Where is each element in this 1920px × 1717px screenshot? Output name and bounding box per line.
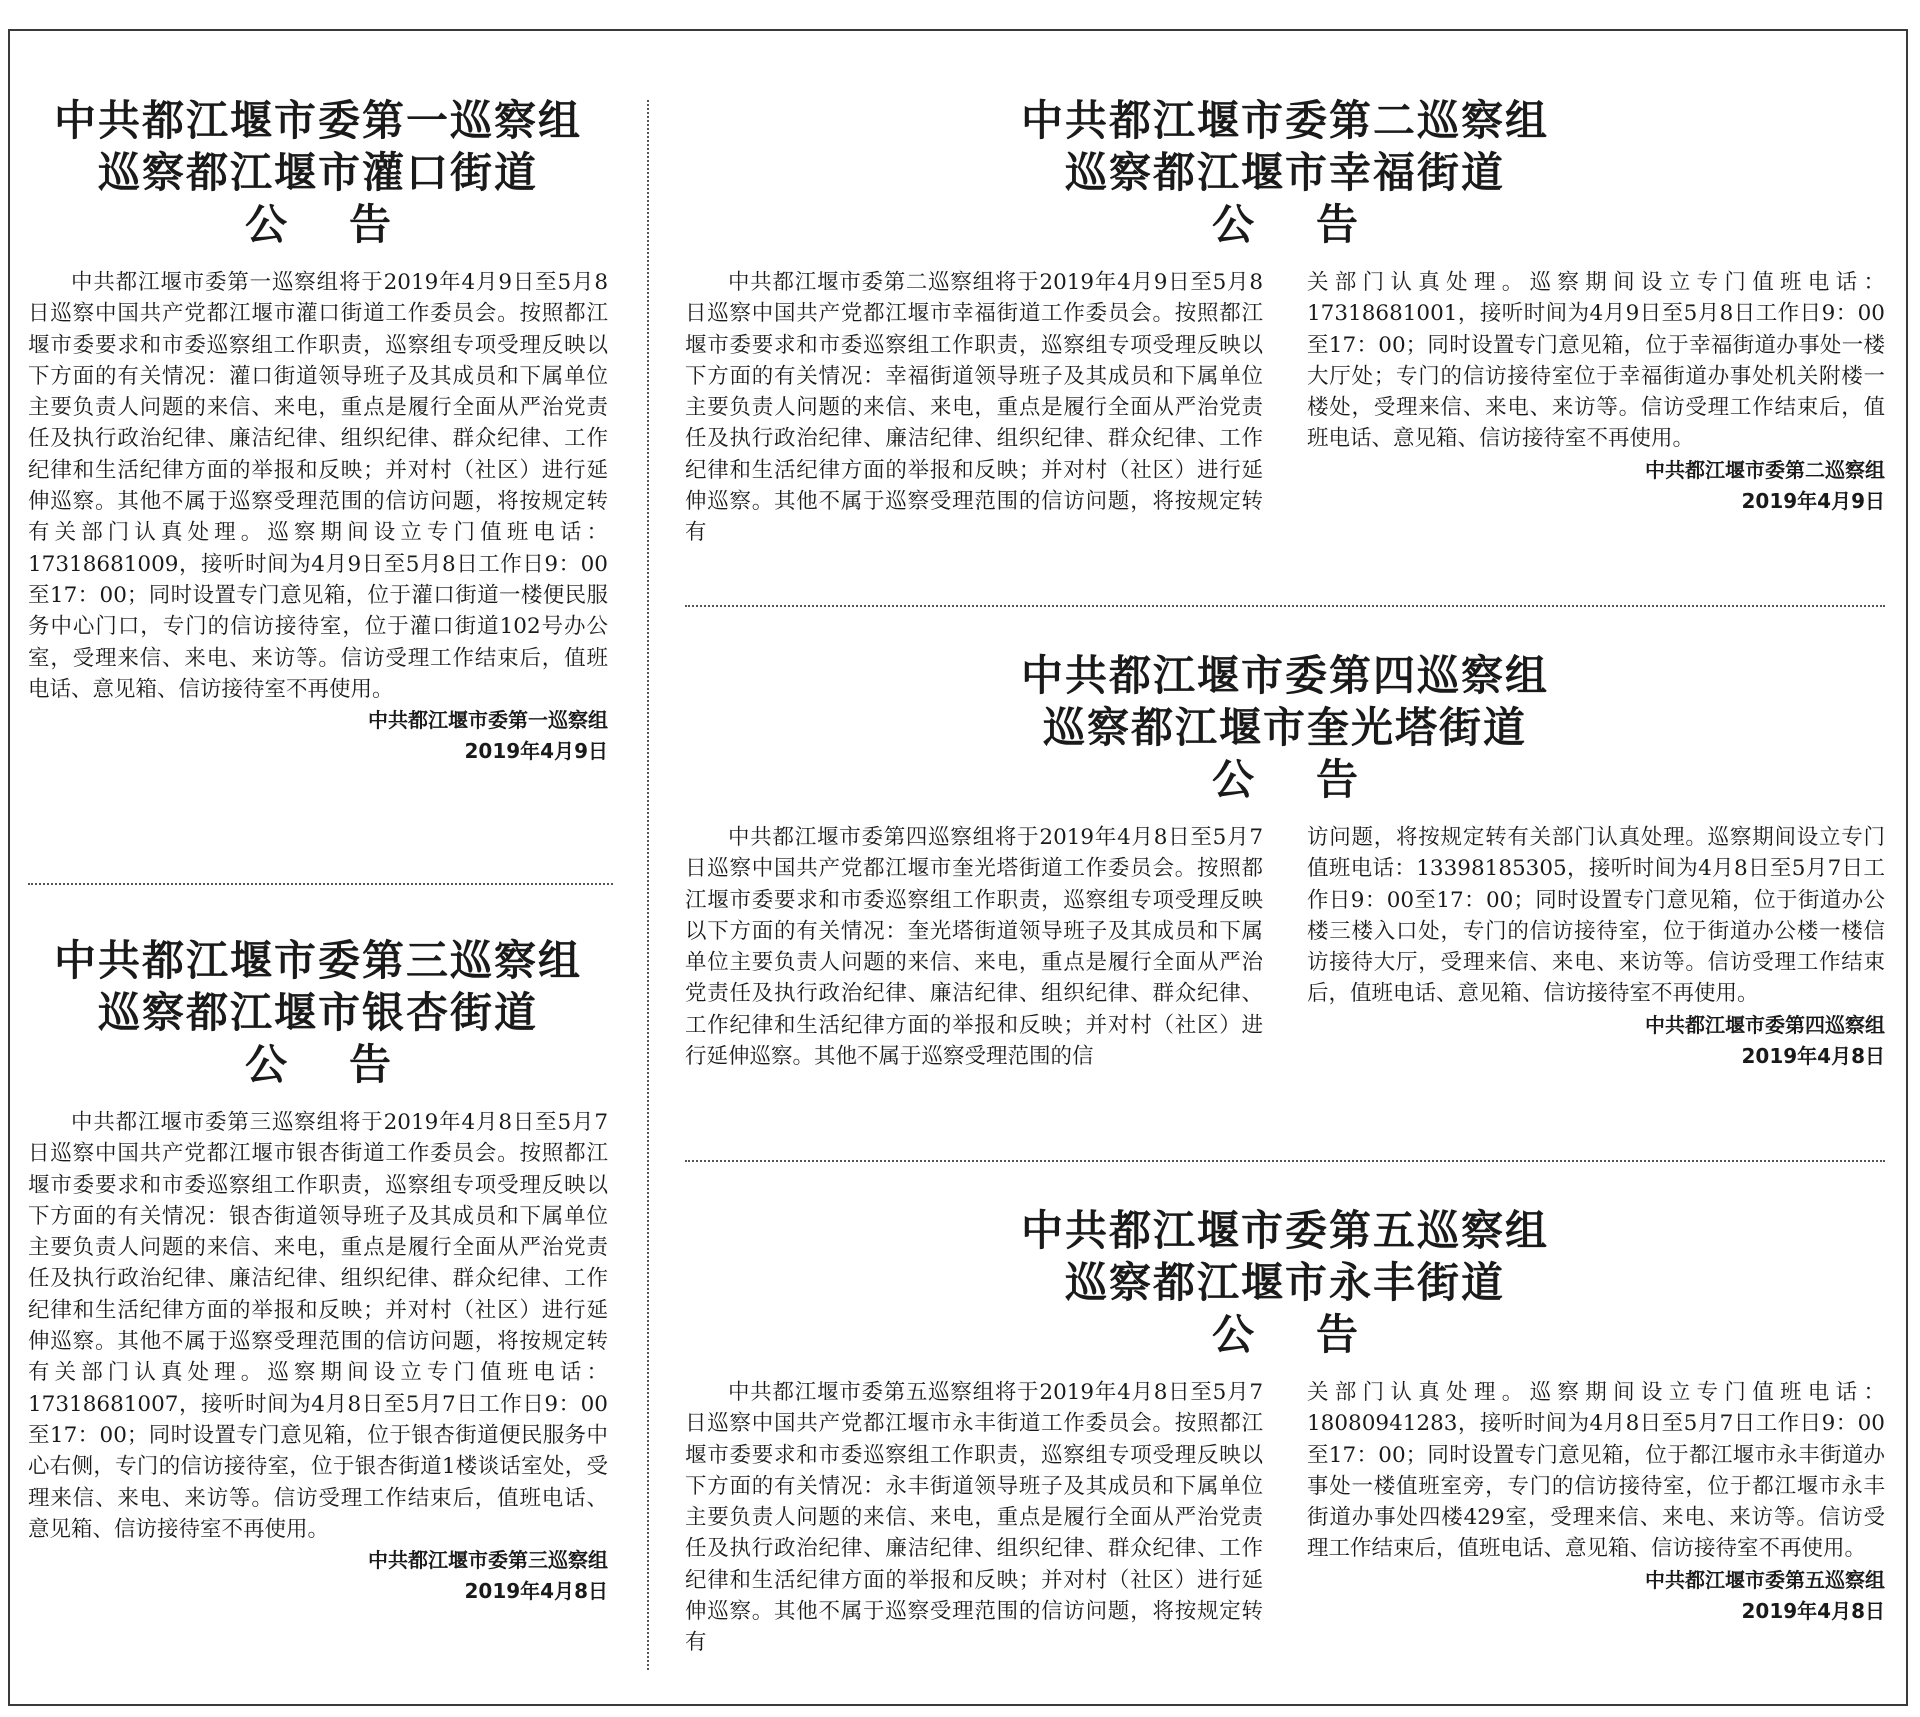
- body-column-1: [685, 822, 1263, 1072]
- body-text: 访问题，将按规定转有关部门认真处理。巡察期间设立专门值班电话：13398185305，接听时间为4月8日至5月7日工作日9：00至17：00；同时设置专门意见箱，位于街道办公楼三楼入口处，专门的信访接待室，位于街道办公楼一楼信访接待大厅，受理来信、来电、来访等。信访受理工作结束后，值班电话、意见箱、信访接待室不再使用。: [1307, 825, 1885, 1007]
- announcement-title: [28, 95, 608, 251]
- body-text: 中共都江堰市委第二巡察组将于2019年4月9日至5月8日巡察中国共产党都江堰市幸福街道工作委员会。按照都江堰市委要求和市委巡察组工作职责，巡察组专项受理反映以下方面的有关情况：幸福街道领导班子及其成员和下属单位主要负责人问题的来信、来电，重点是履行全面从严治党责任及执行政治纪律、廉洁纪律、组织纪律、群众纪律、工作纪律和生活纪律方面的举报和反映；并对村（社区）进行延伸巡察。其他不属于巡察受理范围的信访问题，将按规定转有: [685, 270, 1263, 546]
- title-line-1: 中共都江堰市委第五巡察组: [1020, 1206, 1549, 1255]
- title-line-2: 巡察都江堰市永丰街道: [1064, 1258, 1505, 1307]
- title-line-2: 巡察都江堰市奎光塔街道: [1042, 703, 1527, 752]
- body-text: 中共都江堰市委第四巡察组将于2019年4月8日至5月7日巡察中国共产党都江堰市奎光塔街道工作委员会。按照都江堰市委要求和市委巡察组工作职责，巡察组专项受理反映以下方面的有关情况：奎光塔街道领导班子及其成员和下属单位主要负责人问题的来信、来电，重点是履行全面从严治党责任及执行政治纪律、廉洁纪律、组织纪律、群众纪律、工作纪律和生活纪律方面的举报和反映；并对村（社区）进行延伸巡察。其他不属于巡察受理范围的信: [685, 825, 1263, 1070]
- signature: 中共都江堰市委第一巡察组: [368, 708, 608, 733]
- title-line-2: 巡察都江堰市银杏街道: [97, 988, 538, 1037]
- title-line-3: 公告: [244, 200, 453, 249]
- announcement-2: [685, 95, 1885, 549]
- announcement-body: [28, 267, 608, 767]
- announcement-title: [685, 650, 1885, 806]
- announcement-4: [685, 650, 1885, 1072]
- title-line-1: 中共都江堰市委第一巡察组: [53, 96, 582, 145]
- body-column-2: [1307, 267, 1885, 549]
- announcement-body: [685, 822, 1885, 1072]
- signature: 中共都江堰市委第四巡察组: [1645, 1012, 1885, 1037]
- title-line-2: 巡察都江堰市灌口街道: [97, 148, 538, 197]
- signature: 中共都江堰市委第二巡察组: [1645, 457, 1885, 482]
- title-line-1: 中共都江堰市委第四巡察组: [1020, 651, 1549, 700]
- title-line-3: 公告: [1211, 200, 1420, 249]
- announcement-body: [28, 1107, 608, 1607]
- announcement-title: [28, 935, 608, 1091]
- left-horizontal-divider: [28, 883, 613, 885]
- date: 2019年4月9日: [1741, 488, 1885, 513]
- date: 2019年4月8日: [1741, 1043, 1885, 1068]
- title-line-2: 巡察都江堰市幸福街道: [1064, 148, 1505, 197]
- body-text: 中共都江堰市委第五巡察组将于2019年4月8日至5月7日巡察中国共产党都江堰市永丰街道工作委员会。按照都江堰市委要求和市委巡察组工作职责，巡察组专项受理反映以下方面的有关情况：永丰街道领导班子及其成员和下属单位主要负责人问题的来信、来电，重点是履行全面从严治党责任及执行政治纪律、廉洁纪律、组织纪律、群众纪律、工作纪律和生活纪律方面的举报和反映；并对村（社区）进行延伸巡察。其他不属于巡察受理范围的信访问题，将按规定转有: [685, 1380, 1263, 1656]
- body-column-2: [1307, 822, 1885, 1072]
- date: 2019年4月8日: [464, 1579, 608, 1604]
- title-line-3: 公告: [1211, 1310, 1420, 1359]
- announcement-title: [685, 1205, 1885, 1361]
- date: 2019年4月9日: [464, 739, 608, 764]
- announcement-5: [685, 1205, 1885, 1659]
- body-text: 关部门认真处理。巡察期间设立专门值班电话：18080941283，接听时间为4月8日至5月7日工作日9：00至17：00；同时设置专门意见箱，位于都江堰市永丰街道办事处一楼值班室旁，专门的信访接待室，位于都江堰市永丰街道办事处四楼429室，受理来信、来电、来访等。信访受理工作结束后，值班电话、意见箱、信访接待室不再使用。: [1307, 1380, 1885, 1562]
- title-line-1: 中共都江堰市委第二巡察组: [1020, 96, 1549, 145]
- vertical-divider: [647, 100, 649, 1670]
- body-text: 中共都江堰市委第一巡察组将于2019年4月9日至5月8日巡察中国共产党都江堰市灌口街道工作委员会。按照都江堰市委要求和市委巡察组工作职责，巡察组专项受理反映以下方面的有关情况：灌口街道领导班子及其成员和下属单位主要负责人问题的来信、来电，重点是履行全面从严治党责任及执行政治纪律、廉洁纪律、组织纪律、群众纪律、工作纪律和生活纪律方面的举报和反映；并对村（社区）进行延伸巡察。其他不属于巡察受理范围的信访问题，将按规定转有关部门认真处理。巡察期间设立专门值班电话：17318681009，接听时间为4月9日至5月8日工作日9：00至17：00；同时设置专门意见箱，位于灌口街道一楼便民服务中心门口，专门的信访接待室，位于灌口街道102号办公室，受理来信、来电、来访等。信访受理工作结束后，值班电话、意见箱、信访接待室不再使用。: [28, 270, 608, 702]
- body-column-1: [685, 1377, 1263, 1659]
- title-line-3: 公告: [1211, 755, 1420, 804]
- body-text: 中共都江堰市委第三巡察组将于2019年4月8日至5月7日巡察中国共产党都江堰市银杏街道工作委员会。按照都江堰市委要求和市委巡察组工作职责，巡察组专项受理反映以下方面的有关情况：银杏街道领导班子及其成员和下属单位主要负责人问题的来信、来电，重点是履行全面从严治党责任及执行政治纪律、廉洁纪律、组织纪律、群众纪律、工作纪律和生活纪律方面的举报和反映；并对村（社区）进行延伸巡察。其他不属于巡察受理范围的信访问题，将按规定转有关部门认真处理。巡察期间设立专门值班电话：17318681007，接听时间为4月8日至5月7日工作日9：00至17：00；同时设置专门意见箱，位于银杏街道便民服务中心右侧，专门的信访接待室，位于银杏街道1楼谈话室处，受理来信、来电、来访等。信访受理工作结束后，值班电话、意见箱、信访接待室不再使用。: [28, 1110, 608, 1542]
- body-text: 关部门认真处理。巡察期间设立专门值班电话：17318681001，接听时间为4月9日至5月8日工作日9：00至17：00；同时设置专门意见箱，位于幸福街道办事处一楼大厅处；专门的信访接待室位于幸福街道办事处机关附楼一楼处，受理来信、来电、来访等。信访受理工作结束后，值班电话、意见箱、信访接待室不再使用。: [1307, 270, 1885, 452]
- announcement-title: [685, 95, 1885, 251]
- announcement-body: [685, 1377, 1885, 1659]
- announcement-body: [685, 267, 1885, 549]
- signature: 中共都江堰市委第五巡察组: [1645, 1567, 1885, 1592]
- body-column-1: [685, 267, 1263, 549]
- right-horizontal-divider-1: [685, 605, 1885, 607]
- title-line-3: 公告: [244, 1040, 453, 1089]
- announcement-3: [28, 935, 608, 1607]
- title-line-1: 中共都江堰市委第三巡察组: [53, 936, 582, 985]
- announcement-1: [28, 95, 608, 767]
- body-column-2: [1307, 1377, 1885, 1659]
- date: 2019年4月8日: [1741, 1598, 1885, 1623]
- right-horizontal-divider-2: [685, 1160, 1885, 1162]
- signature: 中共都江堰市委第三巡察组: [368, 1548, 608, 1573]
